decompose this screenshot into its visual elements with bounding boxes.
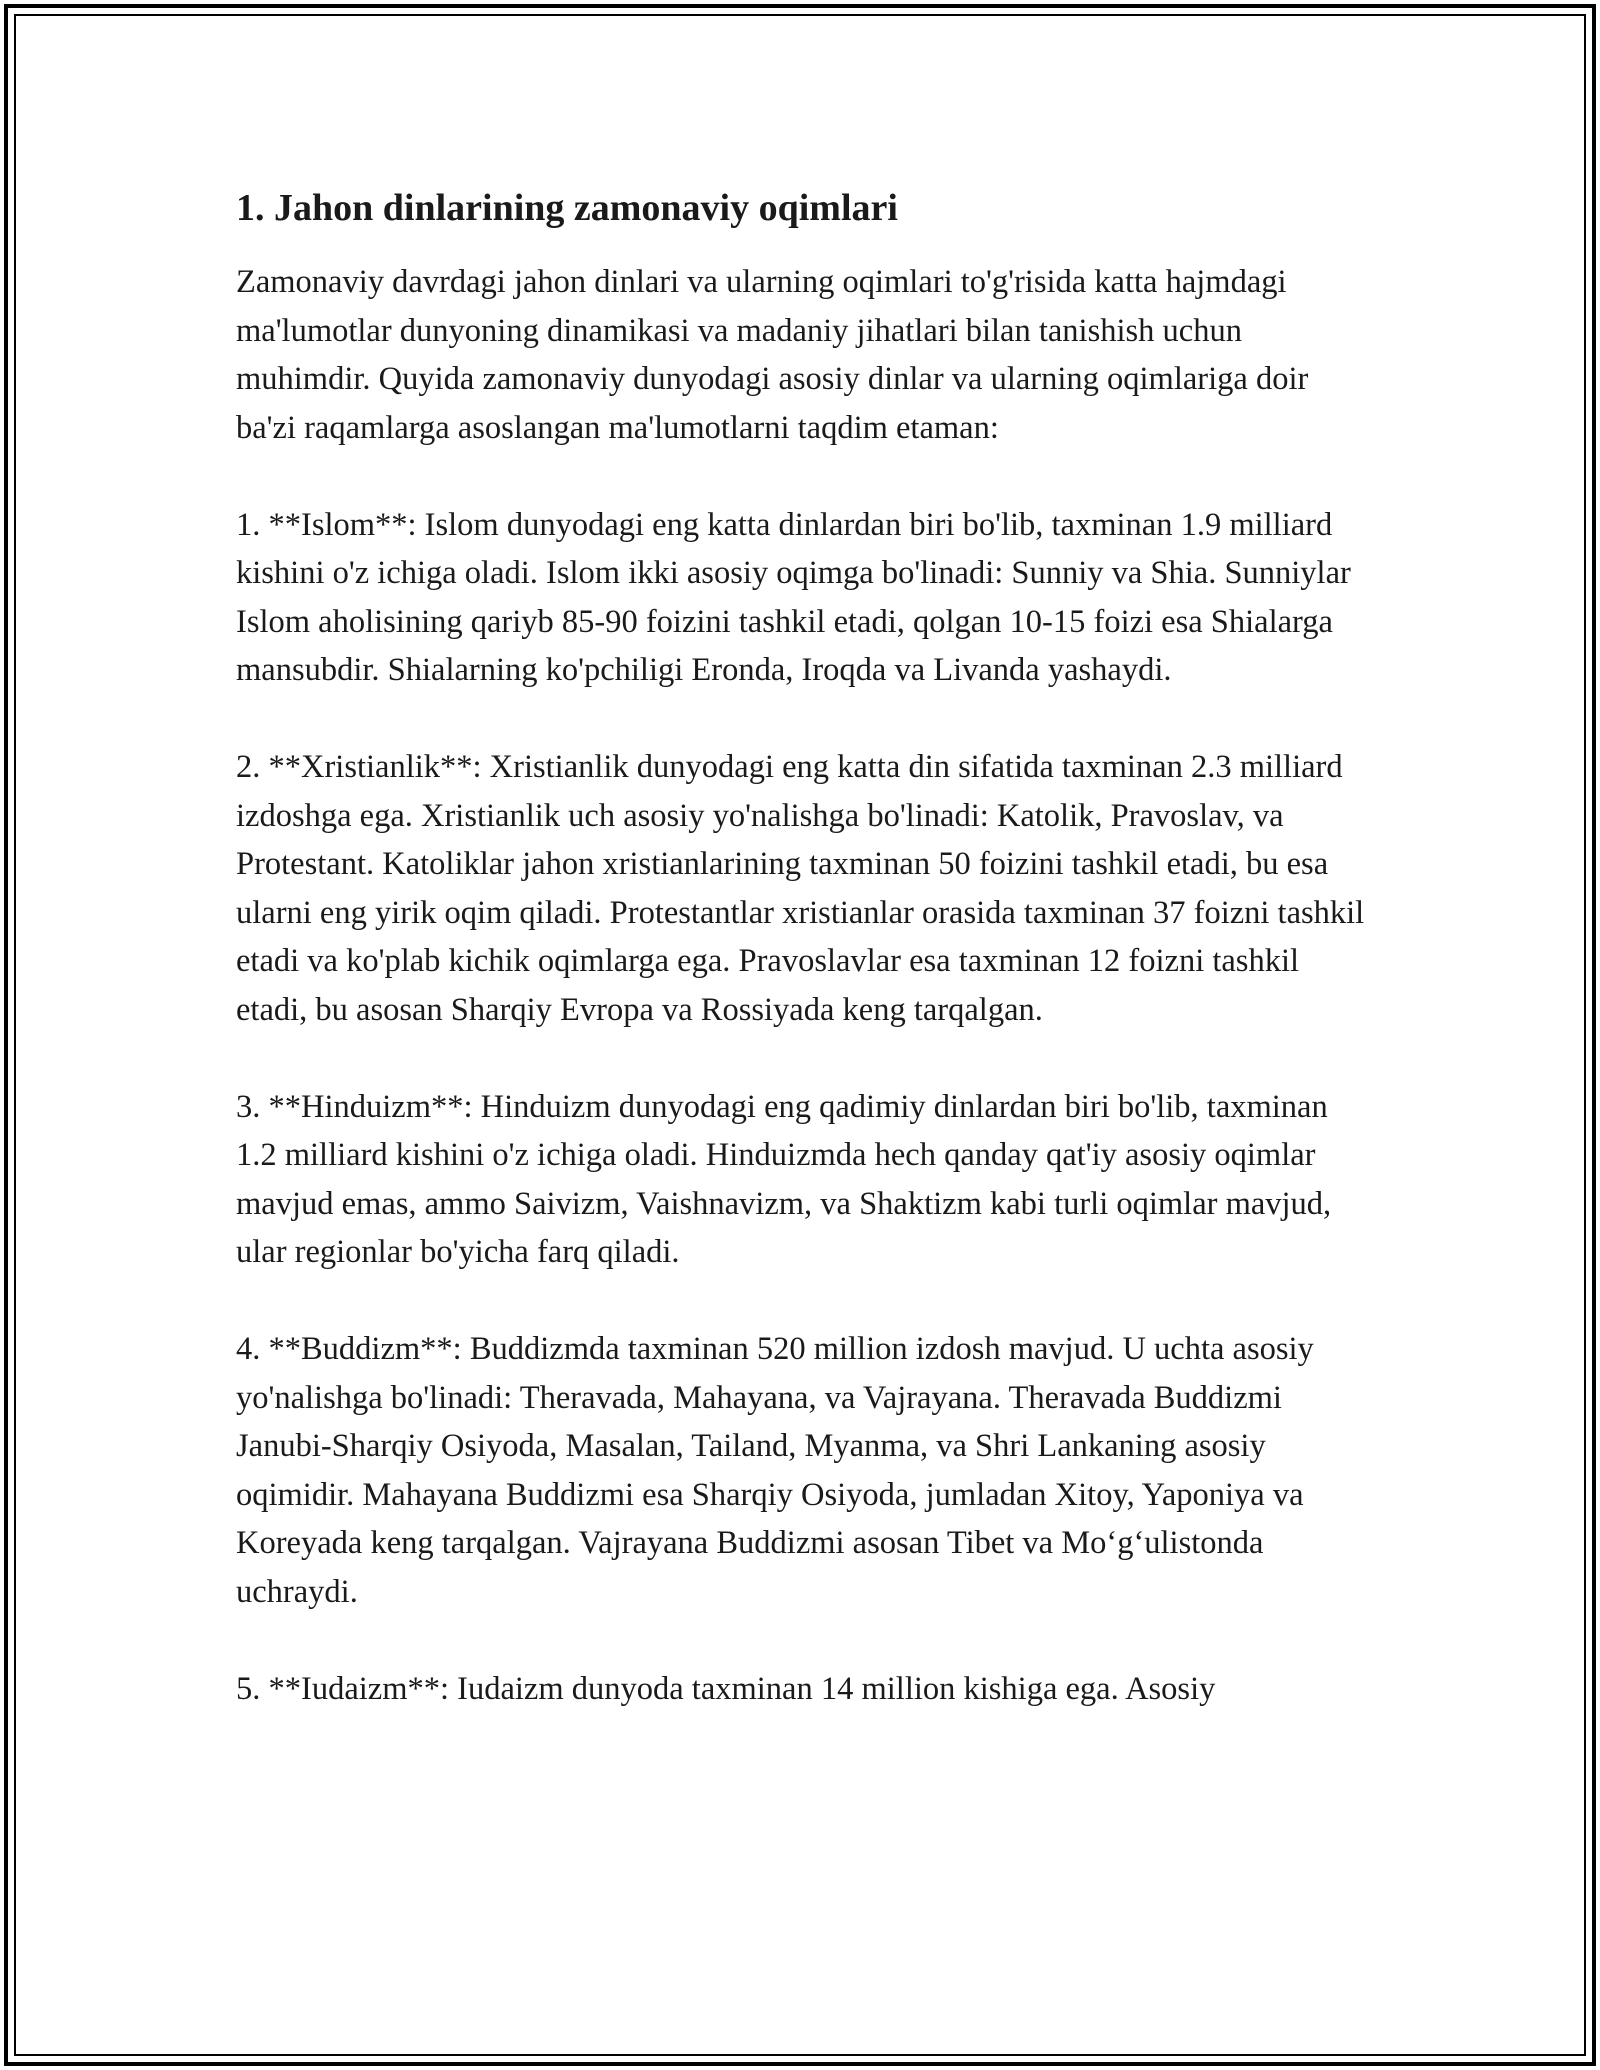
paragraph-iudaizm: 5. **Iudaizm**: Iudaizm dunyoda taxminan 14 million kishiga ega. Asosiy <box>236 1670 1216 1707</box>
document-body <box>236 184 1366 1762</box>
document-title: 1. Jahon dinlarining zamonaviy oqimlari <box>236 187 898 229</box>
intro-paragraph: Zamonaviy davrdagi jahon dinlari va ularning oqimlari to'g'risida katta hajmdagi ma'lumotlar dunyoning dinamikasi va madaniy jihatlari bilan tanishish uchun muhimdir. Quyida zamonaviy dunyodagi asosiy dinlar va ularning oqimlariga doir ba'zi raqamlarga asoslangan ma'lumotlarni taqdim etaman: <box>236 264 1309 446</box>
paragraph-islom: 1. **Islom**: Islom dunyodagi eng katta dinlardan biri bo'lib, taxminan 1.9 milliard kishini o'z ichiga oladi. Islom ikki asosiy oqimga bo'linadi: Sunniy va Shia. Sunniylar Islom aholisining qariyb 85-90 foizini tashkil etadi, qolgan 10-15 foizi esa Shialarga mansubdir. Shialarning ko'pchiligi Eronda, Iroqda va Livanda yashaydi. <box>236 506 1351 688</box>
paragraph-xristianlik: 2. **Xristianlik**: Xristianlik dunyodagi eng katta din sifatida taxminan 2.3 milliard izdoshga ega. Xristianlik uch asosiy yo'nalishga bo'linadi: Katolik, Pravoslav, va Protestant. Katoliklar jahon xristianlarining taxminan 50 foizini tashkil etadi, bu esa ularni eng yirik oqim qiladi. Protestantlar xristianlar orasida taxminan 37 foizni tashkil etadi va ko'plab kichik oqimlarga ega. Pravoslavlar esa taxminan 12 foizni tashkil etadi, bu asosan Sharqiy Evropa va Rossiyada keng tarqalgan. <box>236 749 1365 1028</box>
paragraph-hinduizm: 3. **Hinduizm**: Hinduizm dunyodagi eng qadimiy dinlardan biri bo'lib, taxminan 1.2 milliard kishini o'z ichiga oladi. Hinduizmda hech qanday qat'iy asosiy oqimlar mavjud emas, ammo Saivizm, Vaishnavizm, va Shaktizm kabi turli oqimlar mavjud, ular regionlar bo'yicha farq qiladi. <box>236 1088 1332 1270</box>
paragraph-buddizm: 4. **Buddizm**: Buddizmda taxminan 520 million izdosh mavjud. U uchta asosiy yo'nalishga bo'linadi: Theravada, Mahayana, va Vajrayana. Theravada Buddizmi Janubi-Sharqiy Osiyoda, Masalan, Tailand, Myanma, va Shri Lankaning asosiy oqimidir. Mahayana Buddizmi esa Sharqiy Osiyoda, jumladan Xitoy, Yaponiya va Koreyada keng tarqalgan. Vajrayana Buddizmi asosan Tibet va Mo‘g‘ulistonda uchraydi. <box>236 1331 1314 1610</box>
